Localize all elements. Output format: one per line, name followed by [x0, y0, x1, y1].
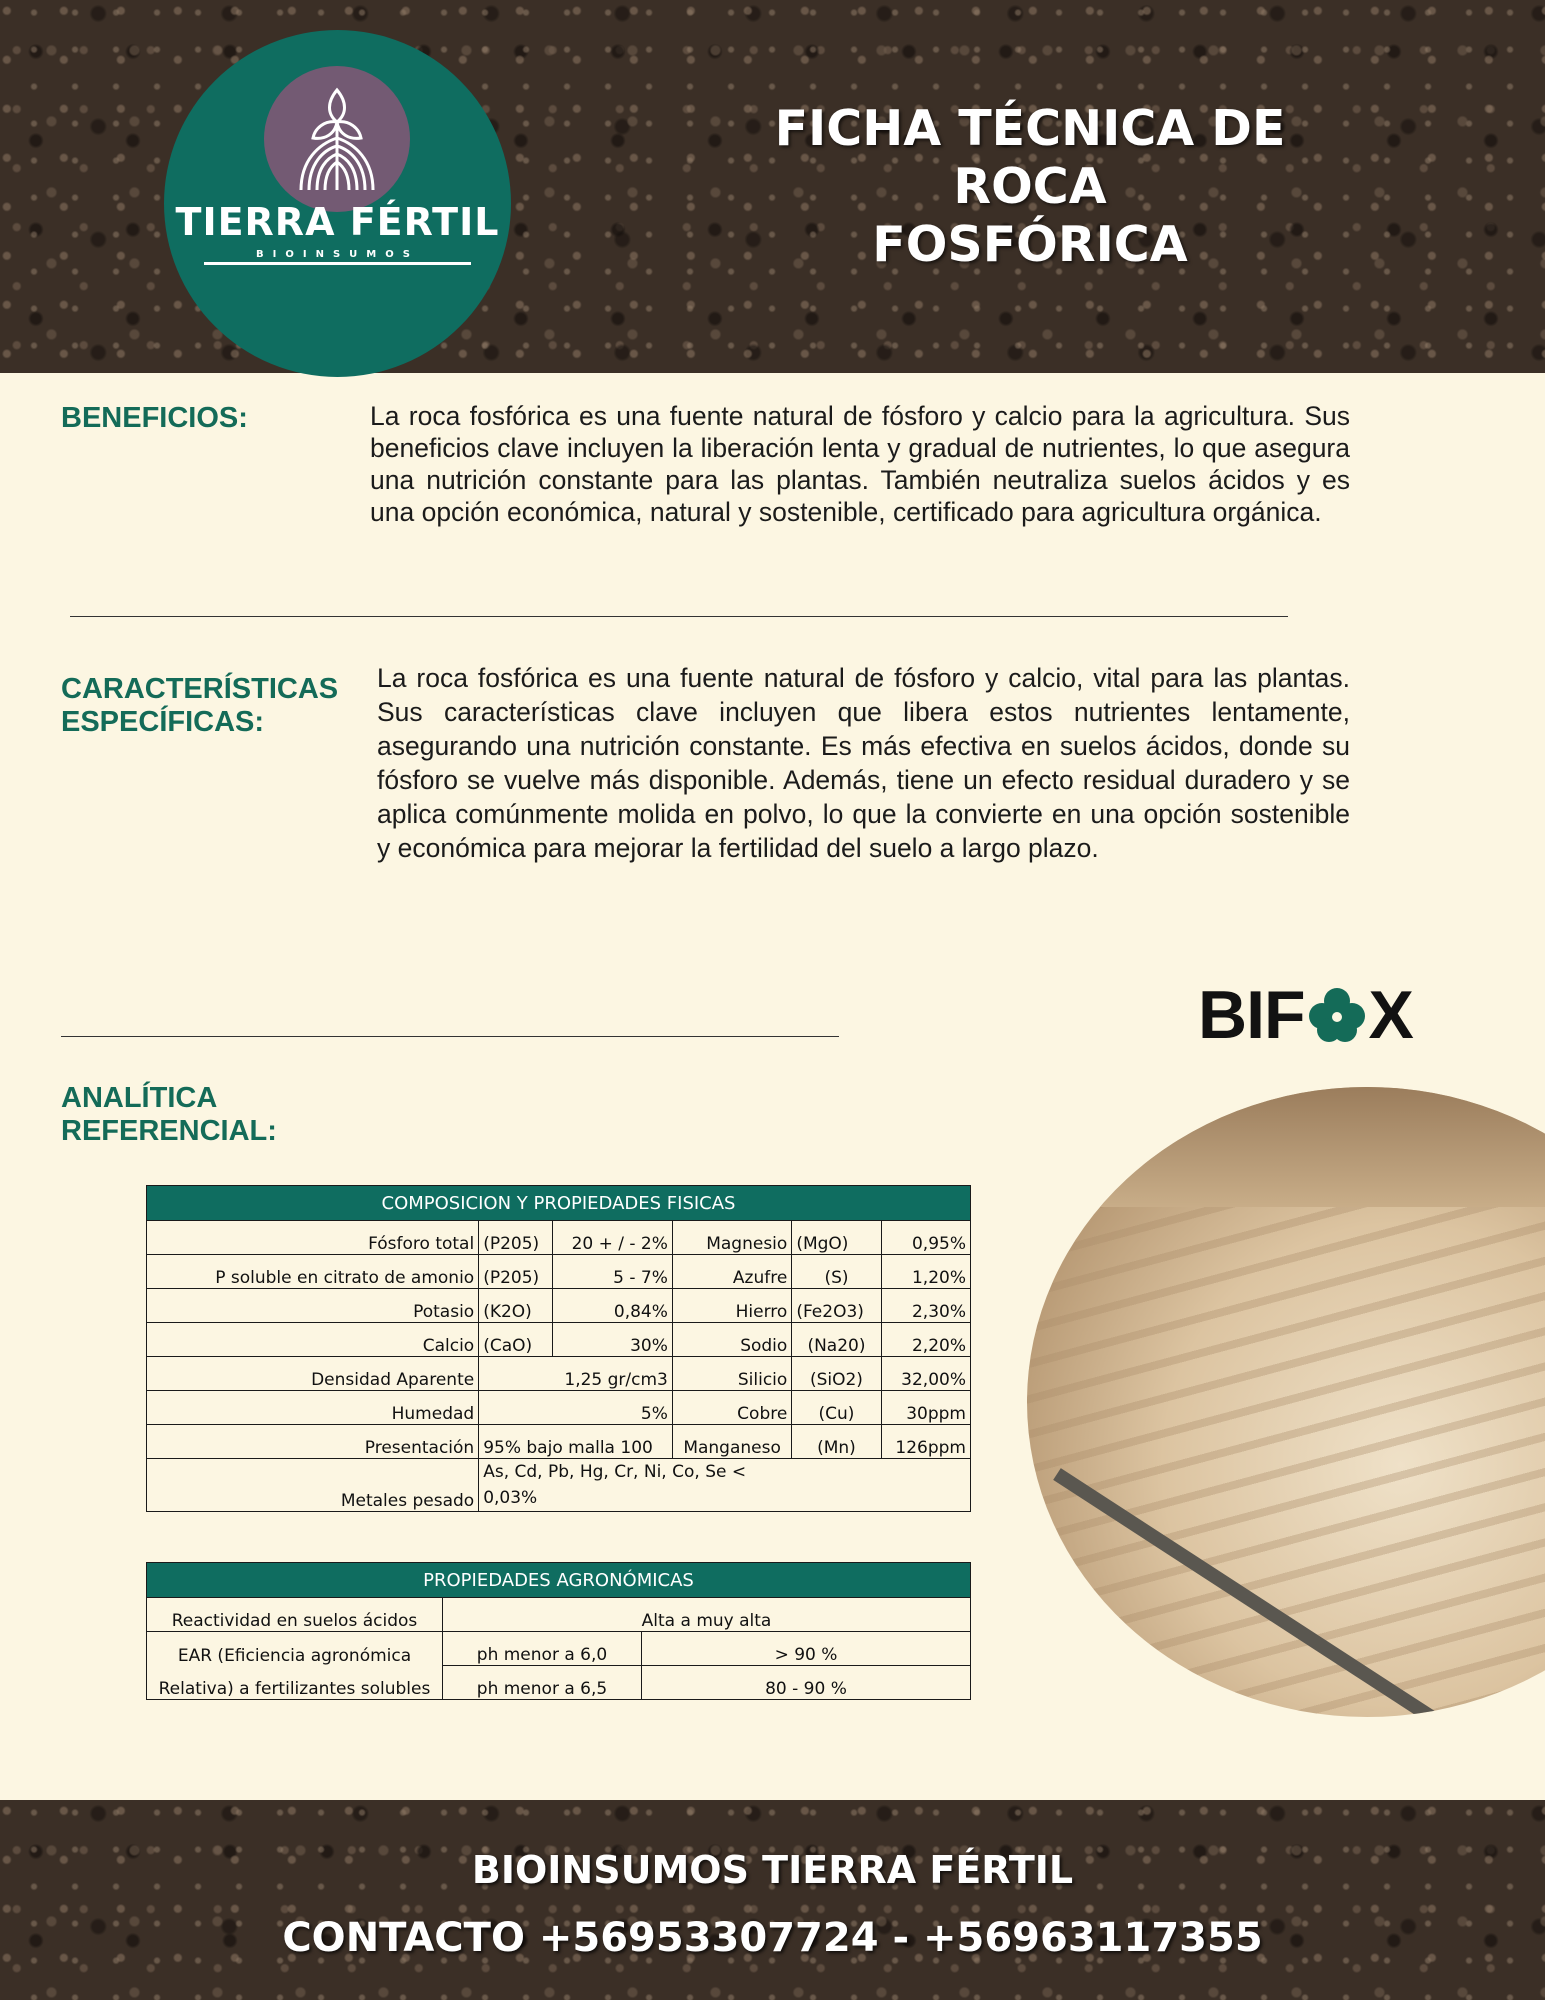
partner-brand-right: X [1368, 977, 1413, 1053]
comp-name2: Hierro [672, 1289, 791, 1323]
agro-label: Relativa) a fertilizantes solubles [147, 1666, 443, 1700]
quarry-photo-conveyor [1053, 1468, 1545, 1717]
table-row [147, 1598, 971, 1632]
clover-icon [1305, 985, 1369, 1045]
brand-name: TIERRA FÉRTIL [175, 200, 500, 244]
metales-value [479, 1459, 971, 1512]
divider-1 [70, 616, 1288, 617]
metales-line1: As, Cd, Pb, Hg, Cr, Ni, Co, Se < [483, 1462, 747, 1482]
comp-value: 30% [553, 1323, 672, 1357]
agro-value: > 90 % [642, 1632, 971, 1666]
footer-company: BIOINSUMOS TIERRA FÉRTIL [471, 1848, 1074, 1892]
page-title [690, 100, 1370, 274]
agronomicas-table [146, 1562, 971, 1700]
comp-name2: Azufre [672, 1255, 791, 1289]
quarry-photo [1027, 1087, 1545, 1717]
partner-brand-left: BIF [1198, 977, 1305, 1053]
comp-value: 5% [479, 1391, 673, 1425]
divider-2 [61, 1036, 839, 1037]
comp-name: Potasio [147, 1289, 479, 1323]
metales-line2: 0,03% [483, 1488, 538, 1508]
comp-name: P soluble en citrato de amonio [147, 1255, 479, 1289]
footer-contact: CONTACTO +56953307724 - +56963117355 [282, 1915, 1263, 1961]
comp-name2: Silicio [672, 1357, 791, 1391]
analitica-label [61, 1082, 277, 1148]
table-row [147, 1289, 971, 1323]
comp-name: Humedad [147, 1391, 479, 1425]
agro-value: 80 - 90 % [642, 1666, 971, 1700]
comp-formula2: (SiO2) [792, 1357, 881, 1391]
table-row [147, 1323, 971, 1357]
comp-value: 20 + / - 2% [553, 1221, 672, 1255]
comp-value: 5 - 7% [553, 1255, 672, 1289]
agro-label: Reactividad en suelos ácidos [147, 1598, 443, 1632]
table-row [147, 1357, 971, 1391]
table-row [147, 1221, 971, 1255]
comp-value2: 2,30% [881, 1289, 970, 1323]
brand-logo [164, 30, 511, 377]
comp-formula2: (Fe2O3) [792, 1289, 881, 1323]
comp-value2: 1,20% [881, 1255, 970, 1289]
agro-ph: ph menor a 6,5 [443, 1666, 642, 1700]
comp-formula: (P205) [479, 1221, 553, 1255]
brand-underline [204, 262, 471, 265]
comp-name: Densidad Aparente [147, 1357, 479, 1391]
comp-value2: 30ppm [881, 1391, 970, 1425]
comp-name2: Manganeso [672, 1425, 791, 1459]
comp-value: 1,25 gr/cm3 [479, 1357, 673, 1391]
table-row [147, 1459, 971, 1512]
beneficios-label: BENEFICIOS: [61, 402, 248, 434]
comp-formula: (CaO) [479, 1323, 553, 1357]
agronomicas-title: PROPIEDADES AGRONÓMICAS [147, 1563, 971, 1598]
comp-value: 0,84% [553, 1289, 672, 1323]
comp-value2: 32,00% [881, 1357, 970, 1391]
composicion-title: COMPOSICION Y PROPIEDADES FISICAS [147, 1186, 971, 1221]
brand-subtitle: BIOINSUMOS [256, 249, 419, 260]
table-row [147, 1666, 971, 1700]
composicion-table [146, 1185, 971, 1512]
agro-label: EAR (Eficiencia agronómica [147, 1632, 443, 1666]
comp-name2: Magnesio [672, 1221, 791, 1255]
agro-ph: ph menor a 6,0 [443, 1632, 642, 1666]
table-row [147, 1391, 971, 1425]
comp-formula: 95% bajo malla 100 [479, 1425, 673, 1459]
analitica-label-line2: REFERENCIAL: [61, 1115, 277, 1147]
comp-name2: Sodio [672, 1323, 791, 1357]
caracteristicas-label-line2: ESPECÍFICAS: [61, 706, 265, 738]
comp-formula2: (Na20) [792, 1323, 881, 1357]
comp-name: Fósforo total [147, 1221, 479, 1255]
table-row [147, 1632, 971, 1666]
table-row [147, 1425, 971, 1459]
comp-value2: 0,95% [881, 1221, 970, 1255]
comp-value2: 2,20% [881, 1323, 970, 1357]
sprout-icon [287, 80, 387, 200]
page-title-line2: FOSFÓRICA [872, 216, 1188, 273]
logo-badge [264, 66, 410, 212]
comp-formula2: (MgO) [792, 1221, 881, 1255]
comp-formula: (K2O) [479, 1289, 553, 1323]
table-row [147, 1255, 971, 1289]
analitica-label-line1: ANALÍTICA [61, 1082, 218, 1114]
comp-name: Presentación [147, 1425, 479, 1459]
comp-formula2: (Cu) [792, 1391, 881, 1425]
caracteristicas-text: La roca fosfórica es una fuente natural de fósforo y calcio, vital para las plantas. Sus características clave incluyen que libera estos nutrientes lentamente, asegurando una nutrición constante. Es más efectiva en suelos ácidos, donde su fósforo se vuelve más disponible. Además, tiene un efecto residual duradero y se aplica comúnmente molida en polvo, lo que la convierte en una opción sostenible y económica para mejorar la fertilidad del suelo a largo plazo. [377, 663, 1350, 863]
caracteristicas-label-line1: CARACTERÍSTICAS [61, 673, 339, 705]
comp-name: Calcio [147, 1323, 479, 1357]
comp-value2: 126ppm [881, 1425, 970, 1459]
comp-formula2: (Mn) [792, 1425, 881, 1459]
comp-formula: (P205) [479, 1255, 553, 1289]
page-title-line1: FICHA TÉCNICA DE ROCA [774, 100, 1286, 215]
caracteristicas-label [61, 673, 338, 739]
agro-value: Alta a muy alta [443, 1598, 971, 1632]
beneficios-text: La roca fosfórica es una fuente natural de fósforo y calcio para la agricultura. Sus beneficios clave incluyen la liberación lenta y gradual de nutrientes, lo que asegura una nutrición constante para las plantas. También neutraliza suelos ácidos y es una opción económica, natural y sostenible, certificado para agricultura orgánica. [370, 401, 1350, 527]
partner-logo [1198, 977, 1413, 1053]
metales-label: Metales pesado [147, 1459, 479, 1512]
footer-soil-background [0, 1800, 1545, 2000]
comp-formula2: (S) [792, 1255, 881, 1289]
comp-name2: Cobre [672, 1391, 791, 1425]
quarry-photo-hills [1027, 1087, 1545, 1207]
